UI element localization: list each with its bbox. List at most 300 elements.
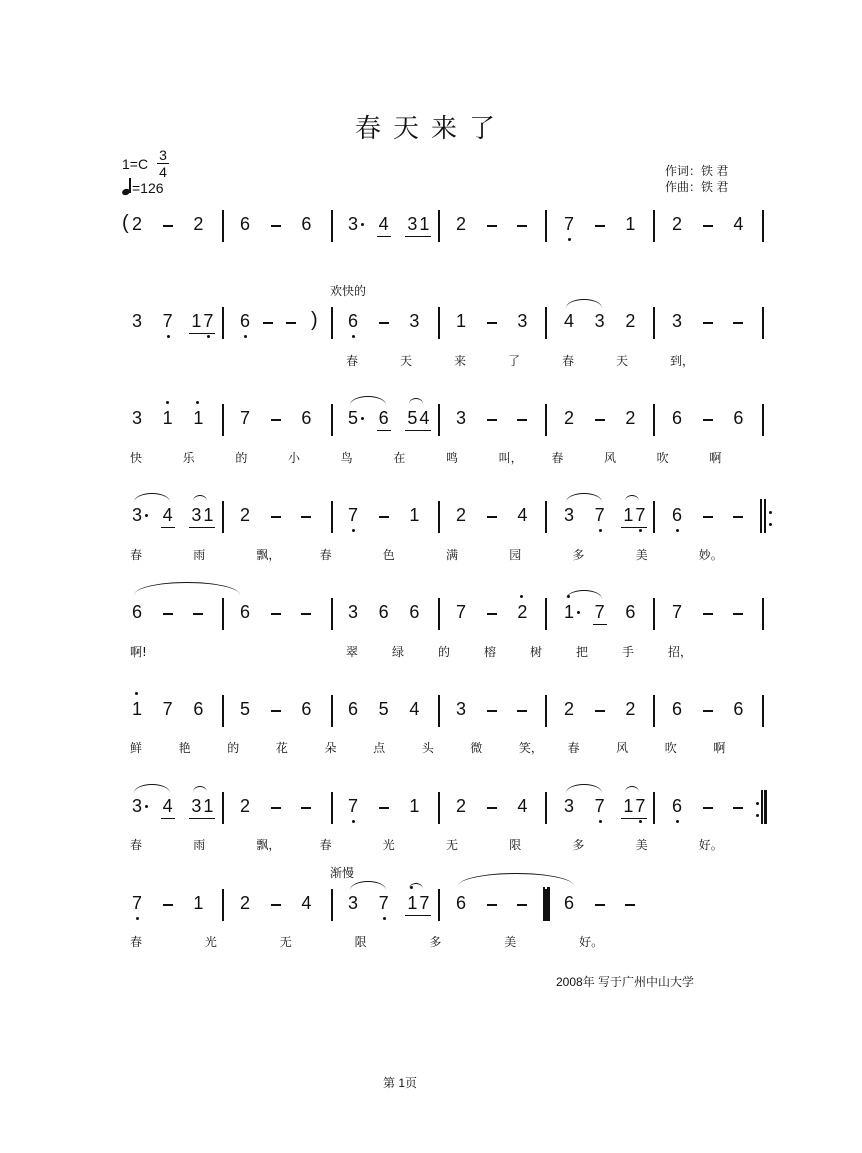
note: 3 [191, 505, 202, 525]
augmentation-dot [145, 514, 148, 517]
lyric-syllable: 限 [509, 838, 522, 852]
low-octave-dot [352, 335, 355, 338]
note: 6 [238, 311, 252, 331]
lyric-syllable: 微 [470, 741, 483, 755]
tempo-marking [122, 178, 164, 196]
note: 3 [563, 796, 574, 816]
note: 2 [239, 796, 250, 816]
lyric-syllable: 飘， [256, 838, 281, 852]
lyric-syllable: 春 [551, 451, 564, 465]
barline [438, 598, 440, 630]
sustain-dash [595, 419, 605, 421]
sustain-dash [379, 516, 389, 518]
sustain-dash [595, 710, 605, 712]
sustain-dash [733, 613, 743, 615]
sustain-dash [379, 322, 389, 324]
time-signature-denominator: 4 [159, 164, 167, 180]
barline [545, 598, 547, 630]
lyric-syllable: 点 [373, 741, 386, 755]
note: 6 [378, 408, 389, 428]
barline [438, 307, 440, 339]
note: 2 [455, 214, 466, 234]
note: 2 [239, 893, 250, 913]
score-row [0, 602, 862, 692]
note: 1 [130, 699, 144, 719]
repeat-dot [756, 814, 759, 817]
note: 1 [409, 796, 420, 816]
high-octave-dot [196, 401, 199, 404]
note: 1 [562, 602, 576, 622]
barline [331, 210, 333, 242]
lyric-syllable: 的 [227, 741, 240, 755]
note: 2 [563, 699, 574, 719]
lyric-syllable: 春 [130, 838, 143, 852]
lyric-syllable: 春 [562, 354, 575, 368]
note: 4 [162, 796, 173, 816]
high-octave-dot [520, 595, 523, 598]
barline [545, 501, 547, 533]
barline-thin [760, 499, 762, 533]
note: 6 [193, 699, 204, 719]
lyric-syllable: 光 [204, 935, 217, 949]
note: 1 [405, 893, 419, 913]
note: 7 [346, 796, 360, 816]
barline-thin [764, 499, 766, 533]
note: 1 [455, 311, 466, 331]
note: 4 [419, 408, 430, 428]
sustain-dash [517, 225, 527, 227]
note: 1 [419, 214, 430, 234]
sustain-dash [733, 516, 743, 518]
lyric-syllable: 风 [604, 451, 617, 465]
lyric-syllable: 无 [446, 838, 459, 852]
note: 1 [203, 796, 214, 816]
tempo-value: =126 [132, 180, 164, 196]
sustain-dash [703, 516, 713, 518]
note: 7 [455, 602, 466, 622]
sustain-dash [487, 807, 497, 809]
barline [653, 210, 655, 242]
lyric-syllable: 多 [572, 548, 585, 562]
lyric-syllable: 手 [622, 645, 635, 659]
open-parenthesis: ( [122, 212, 129, 234]
lyric-syllable: 啊! [130, 645, 147, 659]
barline [222, 889, 224, 921]
note: 6 [671, 408, 682, 428]
barline [762, 695, 764, 727]
barline [545, 695, 547, 727]
high-octave-dot [166, 401, 169, 404]
note: 7 [377, 893, 391, 913]
sustain-dash [263, 322, 273, 324]
eighth-underline [405, 430, 431, 431]
barline [222, 695, 224, 727]
lyric-syllable: 春 [130, 935, 143, 949]
sustain-dash [487, 516, 497, 518]
sustain-dash [487, 419, 497, 421]
quarter-note-icon [122, 178, 132, 196]
lyric-syllable: 鸣 [446, 451, 459, 465]
sustain-dash [163, 613, 173, 615]
score-row [0, 505, 862, 595]
lyric-syllable: 把 [576, 645, 589, 659]
lyric-syllable: 天 [400, 354, 413, 368]
eighth-underline [189, 818, 215, 819]
time-signature [157, 148, 169, 179]
low-octave-dot [599, 820, 602, 823]
lyric-syllable: 艳 [178, 741, 191, 755]
note: 3 [130, 505, 144, 525]
note: 2 [625, 408, 636, 428]
note: 1 [625, 214, 636, 234]
sustain-dash [487, 904, 497, 906]
note: 3 [455, 408, 466, 428]
barline [545, 307, 547, 339]
sustain-dash [595, 225, 605, 227]
lyric-syllable: 飘， [256, 548, 281, 562]
close-parenthesis: ) [311, 309, 318, 331]
low-octave-dot [136, 917, 139, 920]
key-signature: 1=C [122, 156, 149, 172]
lyric-syllable: 吹 [664, 741, 677, 755]
sustain-dash [286, 322, 296, 324]
note: 1 [193, 893, 204, 913]
sustain-dash [703, 807, 713, 809]
lyric-syllable: 春 [567, 741, 580, 755]
expression-marking: 欢快的 [330, 284, 367, 298]
note: 4 [517, 505, 528, 525]
barline [438, 210, 440, 242]
barline [438, 404, 440, 436]
lyric-syllable: 小 [288, 451, 301, 465]
sustain-dash [517, 904, 527, 906]
sustain-dash [487, 322, 497, 324]
lyric-syllable: 笑， [518, 741, 543, 755]
lyric-syllable: 的 [438, 645, 451, 659]
score-row [0, 796, 862, 886]
sustain-dash [193, 613, 203, 615]
eighth-underline [621, 818, 647, 819]
note: 4 [733, 214, 744, 234]
note: 3 [130, 796, 144, 816]
low-octave-dot [352, 529, 355, 532]
lyric-syllable: 吹 [656, 451, 669, 465]
note: 6 [670, 505, 684, 525]
sustain-dash [487, 613, 497, 615]
score-row [0, 893, 862, 983]
note: 6 [239, 214, 250, 234]
note: 7 [346, 505, 360, 525]
note: 7 [162, 699, 173, 719]
note: 7 [633, 796, 647, 816]
lyric-syllable: 美 [635, 548, 648, 562]
note: 1 [623, 505, 634, 525]
augmentation-dot [361, 417, 364, 420]
score-row [0, 699, 862, 789]
lyric-syllable: 雨 [193, 838, 206, 852]
eighth-underline [161, 818, 175, 819]
barline [762, 210, 764, 242]
note: 6 [563, 893, 574, 913]
sustain-dash [733, 322, 743, 324]
sustain-dash [703, 613, 713, 615]
barline [222, 598, 224, 630]
lyric-syllable: 到， [670, 354, 695, 368]
note: 6 [733, 408, 744, 428]
note: 1 [409, 505, 420, 525]
sustain-dash [517, 419, 527, 421]
barline [438, 501, 440, 533]
note: 1 [191, 311, 202, 331]
lyric-syllable: 天 [616, 354, 629, 368]
note: 4 [517, 796, 528, 816]
lyric-syllable: 的 [235, 451, 248, 465]
lyric-syllable: 色 [382, 548, 395, 562]
note: 1 [203, 505, 214, 525]
eighth-underline [377, 430, 391, 431]
sustain-dash [163, 904, 173, 906]
note: 7 [593, 505, 607, 525]
song-title: 春天来了 [354, 114, 507, 144]
low-octave-dot [599, 529, 602, 532]
barline [545, 792, 547, 824]
lyric-syllable: 妙。 [698, 548, 723, 562]
barline [222, 307, 224, 339]
sustain-dash [487, 225, 497, 227]
note: 5 [407, 408, 418, 428]
low-octave-dot [383, 917, 386, 920]
lyric-syllable: 限 [354, 935, 367, 949]
low-octave-dot [639, 820, 642, 823]
lyric-syllable: 榕 [484, 645, 497, 659]
sustain-dash [517, 710, 527, 712]
low-octave-dot [676, 529, 679, 532]
sustain-dash [271, 419, 281, 421]
note: 3 [409, 311, 420, 331]
barline [762, 307, 764, 339]
barline [222, 404, 224, 436]
lyric-syllable: 啊 [709, 451, 722, 465]
sustain-dash [625, 904, 635, 906]
sustain-dash [703, 225, 713, 227]
repeat-dot [769, 511, 772, 514]
note: 6 [455, 893, 466, 913]
eighth-underline [593, 624, 607, 625]
lyric-syllable: 在 [393, 451, 406, 465]
page-number: 第 1页 [382, 1076, 417, 1090]
note: 3 [407, 214, 418, 234]
barline [653, 307, 655, 339]
low-octave-dot [207, 335, 210, 338]
high-octave-dot [135, 692, 138, 695]
note: 6 [625, 602, 636, 622]
lyric-syllable: 春 [319, 548, 332, 562]
lyric-syllable: 来 [454, 354, 467, 368]
low-octave-dot [244, 335, 247, 338]
note: 2 [625, 311, 636, 331]
sustain-dash [595, 904, 605, 906]
lyric-syllable: 叫， [498, 451, 523, 465]
barline [438, 889, 440, 921]
eighth-underline [405, 236, 431, 237]
note: 6 [131, 602, 142, 622]
note: 6 [301, 699, 312, 719]
repeat-dot [756, 802, 759, 805]
lyric-syllable: 多 [429, 935, 442, 949]
barline [653, 501, 655, 533]
barline [331, 792, 333, 824]
note: 2 [671, 214, 682, 234]
lyricist: 作词：铁 君 [665, 164, 729, 178]
barline [438, 792, 440, 824]
note: 6 [301, 408, 312, 428]
lyric-syllable: 头 [421, 741, 434, 755]
low-octave-dot [639, 529, 642, 532]
lyric-syllable: 美 [504, 935, 517, 949]
barline [222, 501, 224, 533]
sustain-dash [379, 807, 389, 809]
note: 4 [378, 214, 389, 234]
credits [665, 163, 728, 195]
eighth-underline [189, 527, 215, 528]
lyric-syllable: 春 [130, 548, 143, 562]
barline [653, 598, 655, 630]
barline-thick [764, 790, 767, 824]
note: 7 [201, 311, 215, 331]
note: 2 [193, 214, 204, 234]
note: 7 [239, 408, 250, 428]
barline [331, 695, 333, 727]
augmentation-dot [145, 805, 148, 808]
note: 3 [671, 311, 682, 331]
lyric-syllable: 树 [530, 645, 543, 659]
barline [331, 501, 333, 533]
note: 2 [625, 699, 636, 719]
lyric-syllable: 花 [275, 741, 288, 755]
note: 3 [517, 311, 528, 331]
final-barline [543, 887, 549, 921]
eighth-underline [621, 527, 647, 528]
note: 5 [378, 699, 389, 719]
note: 7 [161, 311, 175, 331]
expression-marking: 渐慢 [330, 866, 355, 880]
lyric-syllable: 美 [635, 838, 648, 852]
low-octave-dot [352, 820, 355, 823]
note: 5 [239, 699, 250, 719]
lyric-syllable: 快 [130, 451, 143, 465]
lyric-syllable: 好。 [698, 838, 723, 852]
lyric-syllable: 满 [446, 548, 459, 562]
lyric-syllable: 雨 [193, 548, 206, 562]
note: 7 [593, 796, 607, 816]
note: 7 [633, 505, 647, 525]
composition-note: 2008年 写于广州中山大学 [556, 975, 695, 989]
sustain-dash [487, 710, 497, 712]
note: 4 [162, 505, 173, 525]
sustain-dash [271, 904, 281, 906]
composer: 作曲：铁 君 [665, 180, 729, 194]
lyric-syllable: 多 [572, 838, 585, 852]
note: 3 [563, 505, 574, 525]
time-signature-numerator: 3 [159, 147, 167, 163]
barline [762, 598, 764, 630]
note: 3 [131, 408, 142, 428]
note: 1 [191, 408, 205, 428]
lyric-syllable: 翠 [346, 645, 359, 659]
sustain-dash [271, 225, 281, 227]
sustain-dash [703, 322, 713, 324]
augmentation-dot [361, 223, 364, 226]
note: 3 [347, 602, 358, 622]
lyric-syllable: 了 [508, 354, 521, 368]
lyric-syllable: 啊 [713, 741, 726, 755]
note: 4 [409, 699, 420, 719]
barline [762, 404, 764, 436]
lyric-syllable: 绿 [392, 645, 405, 659]
lyric-syllable: 朵 [324, 741, 337, 755]
barline [653, 404, 655, 436]
barline [331, 307, 333, 339]
note: 3 [455, 699, 466, 719]
lyric-syllable: 鸟 [340, 451, 353, 465]
lyric-syllable: 园 [509, 548, 522, 562]
note: 3 [191, 796, 202, 816]
note: 6 [347, 699, 358, 719]
note: 3 [346, 214, 360, 234]
note: 7 [562, 214, 576, 234]
lyric-syllable: 好。 [579, 935, 604, 949]
barline [653, 792, 655, 824]
note: 1 [161, 408, 175, 428]
eighth-underline [161, 527, 175, 528]
eighth-underline [405, 915, 431, 916]
barline [331, 598, 333, 630]
note: 6 [378, 602, 389, 622]
score-row [0, 311, 862, 401]
note: 6 [301, 214, 312, 234]
sustain-dash [703, 419, 713, 421]
sustain-dash [271, 807, 281, 809]
lyric-syllable: 春 [319, 838, 332, 852]
sustain-dash [703, 710, 713, 712]
barline-thick [547, 887, 550, 921]
sustain-dash [271, 516, 281, 518]
note: 6 [733, 699, 744, 719]
barline [438, 695, 440, 727]
sustain-dash [271, 710, 281, 712]
sustain-dash [301, 516, 311, 518]
low-octave-dot [568, 238, 571, 241]
note: 6 [670, 796, 684, 816]
lyric-syllable: 光 [382, 838, 395, 852]
score-row [0, 408, 862, 498]
lyric-syllable: 风 [616, 741, 629, 755]
lyric-syllable: 鲜 [130, 741, 143, 755]
note: 2 [239, 505, 250, 525]
note: 7 [130, 893, 144, 913]
note: 6 [409, 602, 420, 622]
lyric-syllable: 乐 [182, 451, 195, 465]
score-row [0, 214, 862, 304]
note: 3 [131, 311, 142, 331]
note: 5 [346, 408, 360, 428]
barline [545, 210, 547, 242]
note: 7 [594, 602, 605, 622]
low-octave-dot [676, 820, 679, 823]
note: 2 [563, 408, 574, 428]
barline-thin [543, 887, 545, 921]
lyric-syllable: 无 [279, 935, 292, 949]
